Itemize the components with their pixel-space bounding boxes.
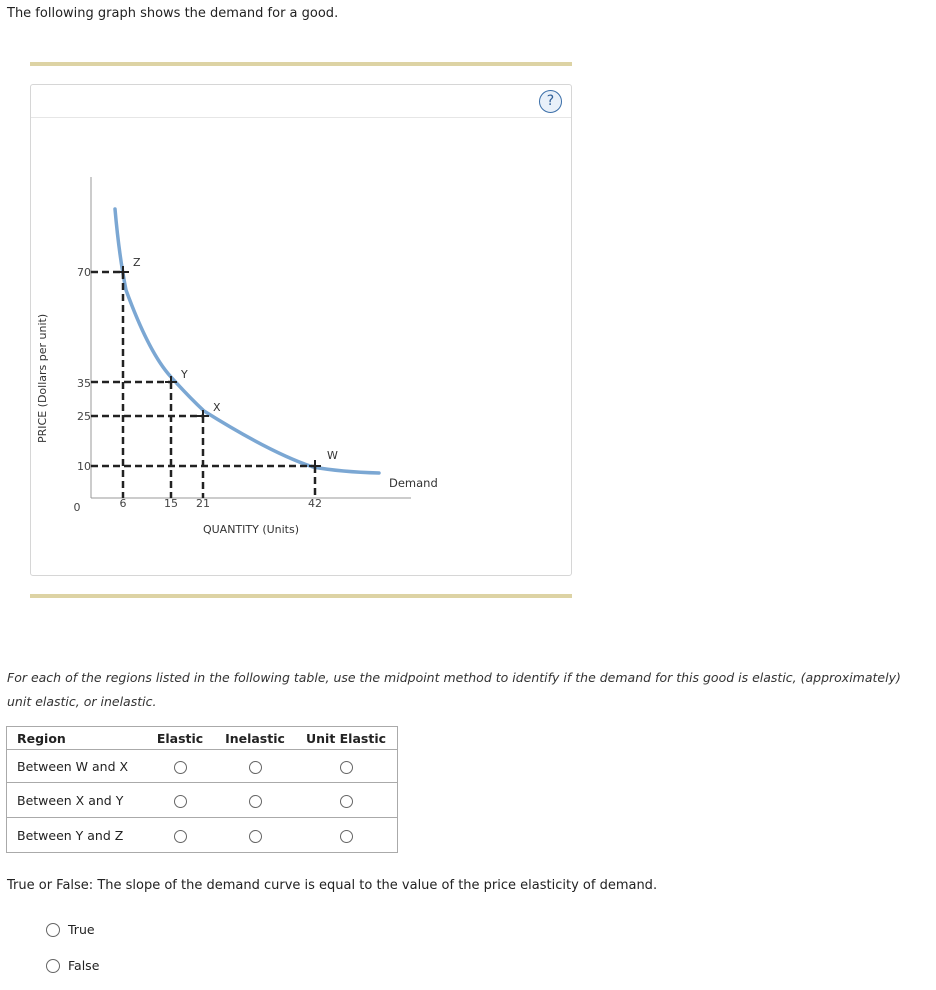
demand-curve bbox=[115, 209, 379, 473]
intro-text: The following graph shows the demand for a good. bbox=[7, 6, 339, 21]
elasticity-table bbox=[6, 726, 398, 853]
y-axis-label: PRICE (Dollars per unit) bbox=[36, 313, 49, 443]
table-row bbox=[7, 818, 398, 853]
option-true-label: True bbox=[68, 922, 95, 937]
help-icon[interactable]: ? bbox=[539, 90, 562, 113]
y-tick-25: 25 bbox=[77, 410, 91, 423]
option-true[interactable] bbox=[46, 922, 95, 937]
x-tick-6: 6 bbox=[119, 497, 127, 510]
header-unit-elastic: Unit Elastic bbox=[305, 730, 387, 746]
row-label-w-x: Between W and X bbox=[7, 750, 146, 783]
origin-label: 0 bbox=[73, 501, 81, 514]
radio-yz-inelastic[interactable] bbox=[249, 830, 262, 843]
x-tick-15: 15 bbox=[164, 497, 178, 510]
radio-xy-unit-elastic[interactable] bbox=[340, 795, 353, 808]
x-tick-21: 21 bbox=[196, 497, 210, 510]
y-tick-35: 35 bbox=[77, 377, 91, 390]
header-inelastic: Inelastic bbox=[225, 730, 285, 746]
table-row bbox=[7, 750, 398, 783]
demand-label: Demand bbox=[389, 476, 438, 490]
row-label-x-y: Between X and Y bbox=[7, 783, 146, 818]
y-tick-10: 10 bbox=[77, 460, 91, 473]
radio-xy-inelastic[interactable] bbox=[249, 795, 262, 808]
header-elastic: Elastic bbox=[156, 730, 204, 746]
radio-yz-elastic[interactable] bbox=[174, 830, 187, 843]
header-region: Region bbox=[17, 730, 66, 746]
radio-false[interactable] bbox=[46, 959, 60, 973]
divider-top bbox=[30, 62, 572, 66]
demand-graph bbox=[31, 85, 571, 575]
point-label-z: Z bbox=[133, 256, 141, 269]
radio-wx-elastic[interactable] bbox=[174, 761, 187, 774]
option-false[interactable] bbox=[46, 958, 99, 973]
true-false-question: True or False: The slope of the demand curve is equal to the value of the price elasticity of demand. bbox=[7, 878, 658, 893]
radio-yz-unit-elastic[interactable] bbox=[340, 830, 353, 843]
option-false-label: False bbox=[68, 958, 100, 973]
divider-bottom bbox=[30, 594, 572, 598]
radio-wx-unit-elastic[interactable] bbox=[340, 761, 353, 774]
y-tick-70: 70 bbox=[77, 266, 91, 279]
table-row bbox=[7, 783, 398, 818]
x-axis-label: QUANTITY (Units) bbox=[202, 523, 300, 536]
radio-xy-elastic[interactable] bbox=[174, 795, 187, 808]
x-tick-42: 42 bbox=[308, 497, 322, 510]
point-label-x: X bbox=[213, 401, 221, 414]
graph-panel bbox=[30, 84, 572, 576]
point-label-y: Y bbox=[181, 368, 188, 381]
instructions: For each of the regions listed in the following table, use the midpoint method to identify if the demand for this good is elastic, (approximately) unit elastic, or inelastic. bbox=[7, 670, 901, 709]
point-label-w: W bbox=[327, 449, 338, 462]
radio-true[interactable] bbox=[46, 923, 60, 937]
row-label-y-z: Between Y and Z bbox=[7, 818, 146, 853]
radio-wx-inelastic[interactable] bbox=[249, 761, 262, 774]
